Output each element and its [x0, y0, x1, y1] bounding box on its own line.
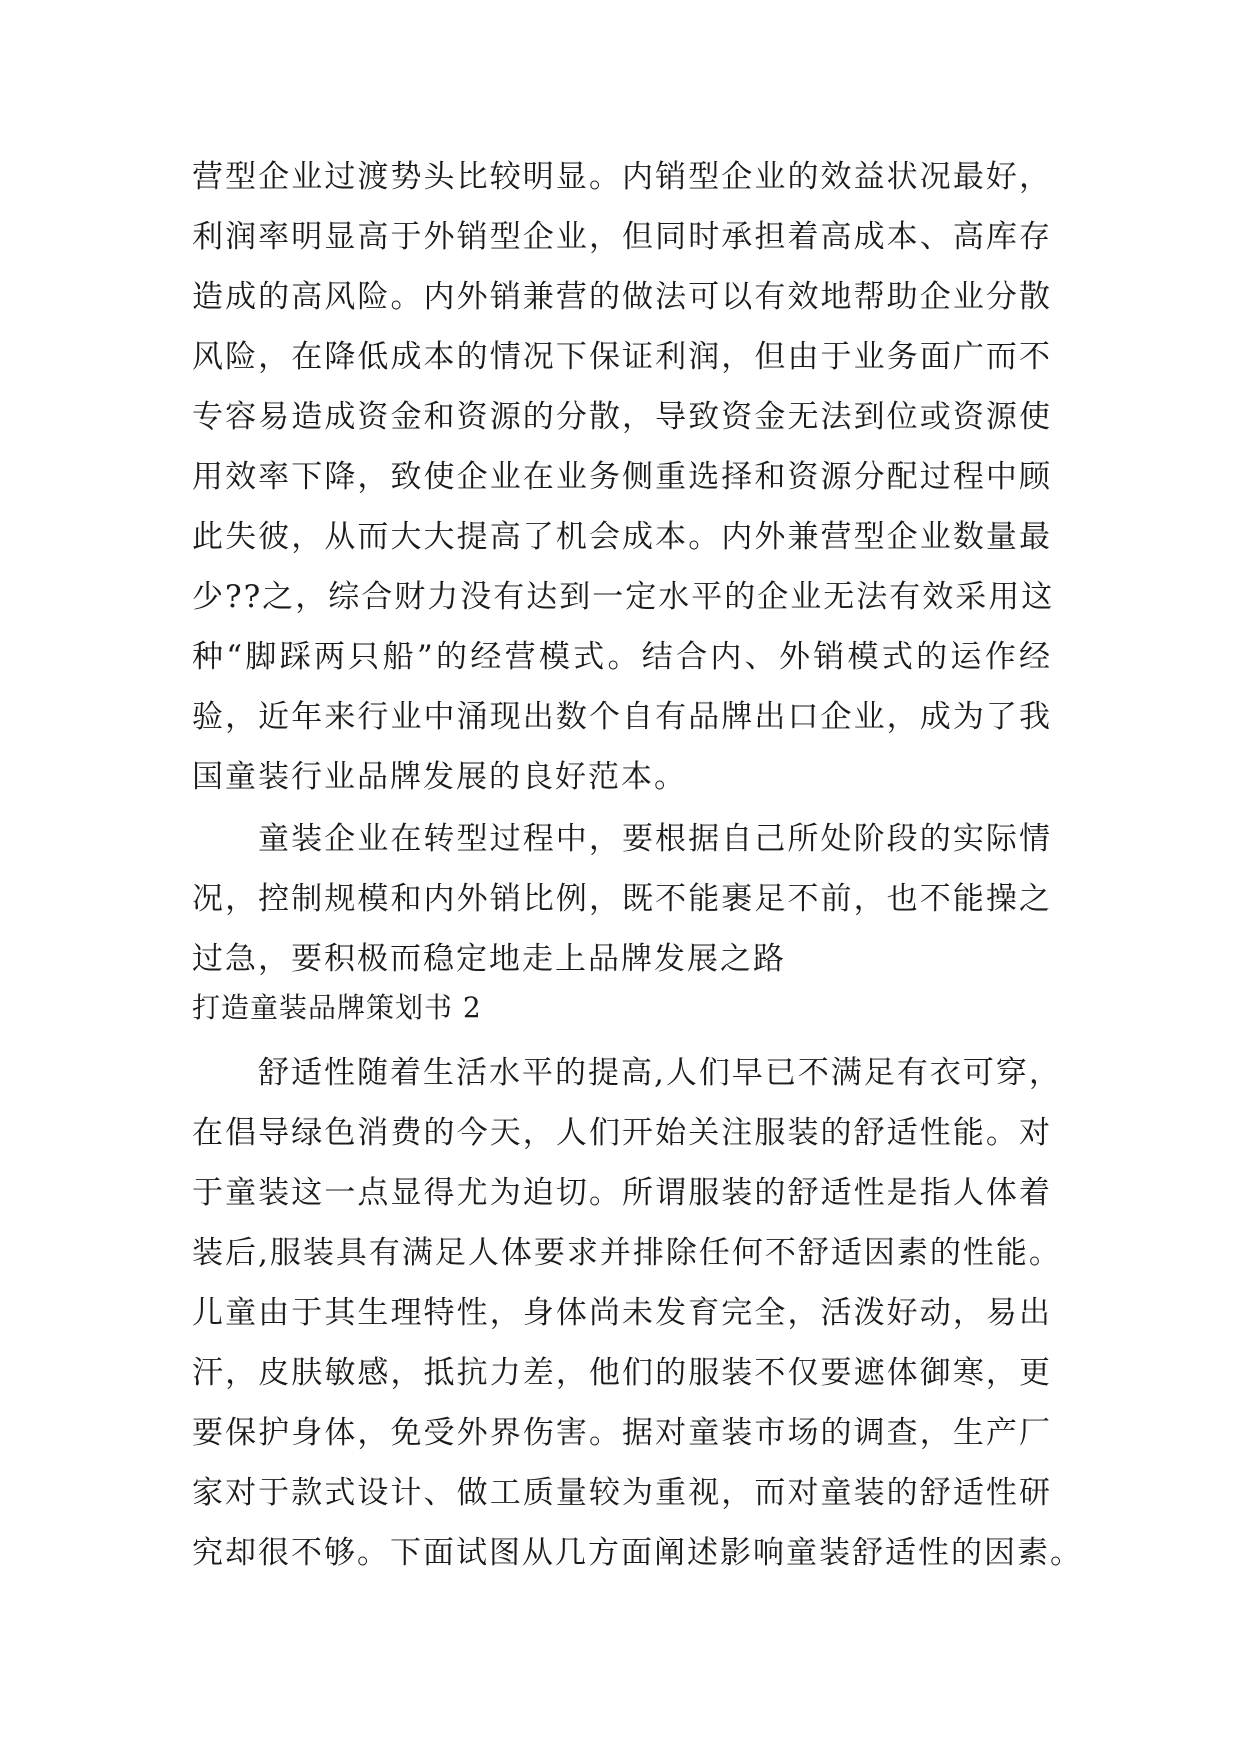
paragraph-line: 舒适性随着生活水平的提高,人们早已不满足有衣可穿，: [258, 1055, 1062, 1091]
section-heading: 打造童装品牌策划书 2: [192, 991, 482, 1024]
paragraph-line: 专容易造成资金和资源的分散，导致资金无法到位或资源使: [192, 399, 1052, 435]
paragraph-line: 用效率下降，致使企业在业务侧重选择和资源分配过程中顾: [192, 459, 1052, 495]
paragraph-line: 少??之，综合财力没有达到一定水平的企业无法有效采用这: [192, 579, 1055, 615]
paragraph-line: 此失彼，从而大大提高了机会成本。内外兼营型企业数量最: [192, 519, 1052, 555]
paragraph-line: 营型企业过渡势头比较明显。内销型企业的效益状况最好，: [192, 159, 1052, 195]
paragraph-line: 汗，皮肤敏感，抵抗力差，他们的服装不仅要遮体御寒，更: [192, 1355, 1052, 1391]
paragraph-transition: [192, 809, 1052, 989]
paragraph-continued: [192, 147, 1055, 807]
paragraph-line: 利润率明显高于外销型企业，但同时承担着高成本、高库存: [192, 219, 1052, 255]
section-heading-block: [192, 978, 1052, 1038]
paragraph-line: 况，控制规模和内外销比例，既不能裹足不前，也不能操之: [192, 881, 1052, 917]
paragraph-line: 装后,服装具有满足人体要求并排除任何不舒适因素的性能。: [192, 1235, 1062, 1271]
paragraph-line: 种“脚踩两只船”的经营模式。结合内、外销模式的运作经: [192, 639, 1052, 675]
paragraph-line: 儿童由于其生理特性，身体尚未发育完全，活泼好动，易出: [192, 1295, 1052, 1331]
paragraph-line: 童装企业在转型过程中，要根据自己所处阶段的实际情: [258, 821, 1052, 857]
paragraph-line: 验，近年来行业中涌现出数个自有品牌出口企业，成为了我: [192, 699, 1052, 735]
paragraph-line: 要保护身体，免受外界伤害。据对童装市场的调查，生产厂: [192, 1415, 1052, 1451]
paragraph-line: 在倡导绿色消费的今天，人们开始关注服装的舒适性能。对: [192, 1115, 1052, 1151]
paragraph-line: 家对于款式设计、做工质量较为重视，而对童装的舒适性研: [192, 1475, 1052, 1511]
paragraph-line: 国童装行业品牌发展的良好范本。: [192, 759, 687, 795]
paragraph-comfort: [192, 1043, 1083, 1583]
paragraph-line: 于童装这一点显得尤为迫切。所谓服装的舒适性是指人体着: [192, 1175, 1052, 1211]
paragraph-line: 风险，在降低成本的情况下保证利润，但由于业务面广而不: [192, 339, 1052, 375]
paragraph-line: 造成的高风险。内外销兼营的做法可以有效地帮助企业分散: [192, 279, 1052, 315]
paragraph-line: 过急，要积极而稳定地走上品牌发展之路: [192, 941, 786, 977]
paragraph-line: 究却很不够。下面试图从几方面阐述影响童装舒适性的因素。: [192, 1535, 1083, 1571]
